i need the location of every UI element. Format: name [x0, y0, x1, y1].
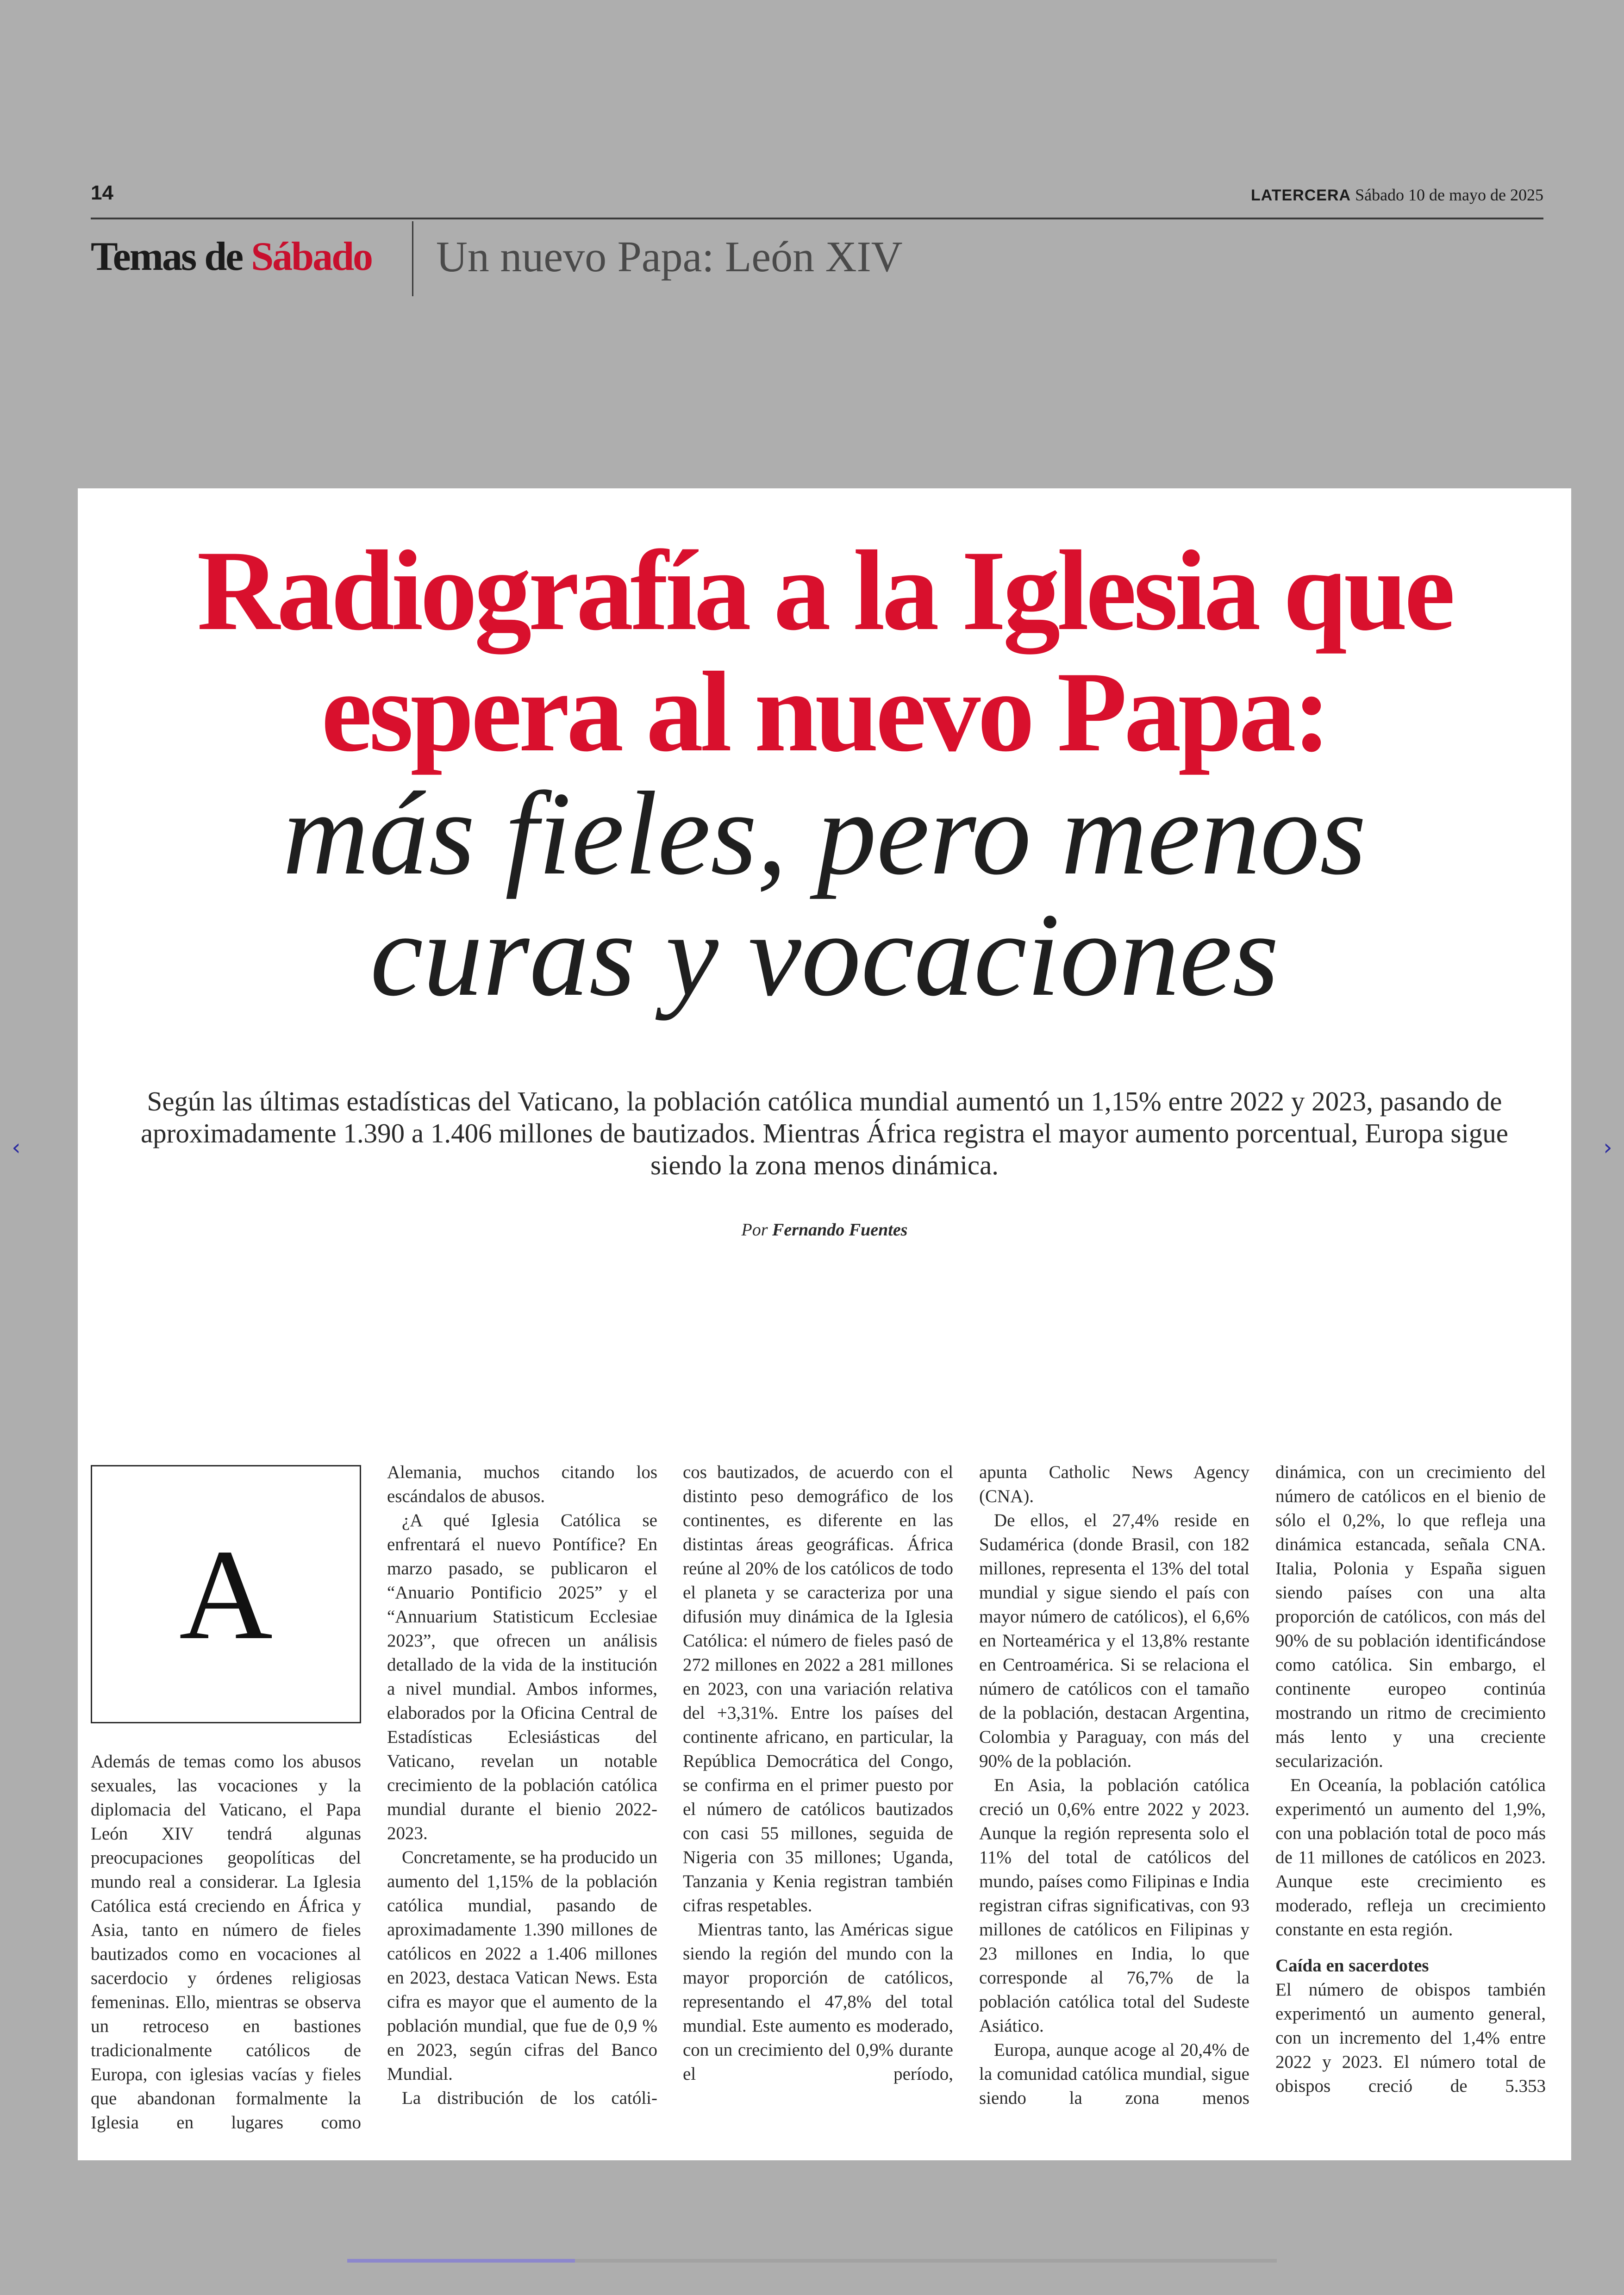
paragraph: Alemania, muchos citando los escándalos de abusos. — [387, 1462, 657, 1506]
paragraph: apunta Catholic News Agency (CNA). — [979, 1462, 1249, 1506]
paragraph: ¿A qué Iglesia Católica se enfrentará el nuevo Pontífice? En marzo pasado, se publicaron el “Anuario Pontificio 2025” y el “Annuarium Statisticum Ecclesiae 2023”, que ofrecen un análisis detallado de la vida de la institución a nivel mundial. Ambos informes, elaborados por la Oficina Central de Estadísticas Eclesiásticas del Vaticano, revelan un notable crecimiento de la población católica mundial durante el bienio 2022-2023. — [387, 1510, 657, 1843]
article-card — [78, 488, 1571, 2160]
section-prefix: Temas de — [91, 234, 243, 279]
drop-cap-letter: A — [179, 1522, 273, 1666]
headline-line-1: Radiografía a la Iglesia que — [197, 527, 1452, 654]
drop-cap-box — [91, 1465, 361, 1723]
paragraph: De ellos, el 27,4% reside en Sudamérica (donde Brasil, con 182 millones, representa el 13% del total mundial y sigue siendo el país con mayor número de católicos), el 6,6% en Norteamérica y el 13,8% restante en Centroamérica. Si se relaciona el número de católicos con el tamaño de la población, destacan Argentina, Colombia y Paraguay, con más del 90% de la población. — [979, 1510, 1249, 1771]
previous-page-icon[interactable]: ‹ — [12, 1135, 21, 1160]
paragraph: La distribución de los católi- — [402, 2088, 657, 2108]
body-column-2 — [387, 1460, 657, 2110]
byline-author: Fernando Fuentes — [772, 1220, 908, 1240]
body-column-5 — [1275, 1460, 1546, 2098]
section-title — [91, 234, 372, 280]
section-accent: Sábado — [251, 234, 372, 279]
headline-line-2: espera al nuevo Papa: — [321, 648, 1328, 775]
paragraph: Además de temas como los abusos sexuales, las vocaciones y la diplomacia del Vaticano, el Papa León XIV tendrá algunas preocupaciones geopolíticas del mundo real a considerar. La Iglesia Católica está creciendo en África y Asia, tanto en número de fieles bautizados como en vocaciones al sacerdocio y órdenes religiosas femeninas. Ello, mientras se observa un retroceso en bastiones tradicionalmente católicos de Europa, con iglesias vacías y fieles que abandonan formalmente la Iglesia en lugares como — [91, 1752, 361, 2133]
paragraph: cos bautizados, de acuerdo con el distinto peso demográfico de los continentes, es diferente en las distintas áreas geográficas. África reúne al 20% de los católicos de todo el planeta y se caracteriza por una difusión muy dinámica de la Iglesia Católica: el número de fieles pasó de 272 millones en 2022 a 281 millones en 2023, con una variación relativa del +3,31%. Entre los países del continente africano, en particular, la República Democrática del Congo, se confirma en el primer puesto por el número de católicos bautizados con casi 55 millones, seguida de Nigeria con 35 millones; Uganda, Tanzania y Kenia registran también cifras respetables. — [683, 1462, 953, 1915]
body-column-1 — [91, 1750, 361, 2135]
next-page-icon[interactable]: › — [1603, 1135, 1612, 1160]
paragraph: Concretamente, se ha producido un aumento del 1,15% de la población católica mundial, pasando de aproximadamente 1.390 millones de católicos en 2022 a 1.406 millones en 2023, destaca Vatican News. Esta cifra es mayor que el aumento de la población mundial, que fue de 0,9 % en 2023, según cifras del Banco Mundial. — [387, 1847, 657, 2084]
paragraph: Mientras tanto, las Américas sigue siendo la región del mundo con la mayor proporción de católicos, representando el 47,8% del total mundial. Este aumento es moderado, con un crecimiento del 0,9% durante el período, — [683, 1920, 953, 2084]
masthead — [1251, 185, 1543, 205]
page-number: 14 — [91, 181, 113, 204]
byline-prefix: Por — [741, 1220, 768, 1240]
paragraph: En Asia, la población católica creció un 0,6% entre 2022 y 2023. Aunque la región representa solo el 11% del total de católicos del mundo, países como Filipinas e India registran cifras significativas, con 93 millones de católicos en Filipinas y 23 millones en India, lo que corresponde al 76,7% de la población católica total del Sudeste Asiático. — [979, 1775, 1249, 2036]
header-rule — [91, 218, 1543, 219]
topic-title: Un nuevo Papa: León XIV — [436, 233, 903, 281]
brand-name: LATERCERA — [1250, 187, 1351, 204]
headline — [78, 527, 1571, 1021]
page-progress-track[interactable] — [347, 2259, 1277, 2263]
headline-line-4: curas y vocaciones — [370, 888, 1279, 1021]
subheading: Caída en sacerdotes — [1275, 1956, 1429, 1976]
issue-date: Sábado 10 de mayo de 2025 — [1355, 186, 1543, 204]
section-divider — [412, 221, 413, 296]
page-progress-fill — [347, 2259, 575, 2263]
byline — [78, 1220, 1571, 1240]
body-column-3 — [683, 1460, 953, 2086]
body-column-4 — [979, 1460, 1249, 2110]
paragraph: En Oceanía, la población católica experimentó un aumento del 1,9%, con una población total de poco más de 11 millones de católicos en 2023. Aunque este crecimiento es moderado, refleja un crecimiento constante en esta región. — [1275, 1775, 1546, 1940]
paragraph: Europa, aunque acoge al 20,4% de la comunidad católica mundial, sigue siendo la zona menos — [979, 2040, 1249, 2108]
paragraph: El número de obispos también experimentó un aumento general, con un incremento del 1,4% entre 2022 y 2023. El número total de obispos creció de 5.353 — [1275, 1980, 1546, 2096]
headline-line-3: más fieles, pero menos — [282, 767, 1367, 899]
paragraph: dinámica, con un crecimiento del número de católicos en el bienio de sólo el 0,2%, lo que refleja una dinámica estancada, señala CNA. Italia, Polonia y España siguen siendo países con una alta proporción de católicos, con más del 90% de su población identificándose como católica. Sin embargo, el continente europeo continúa mostrando un ritmo de crecimiento más lento y una creciente secularización. — [1275, 1462, 1546, 1771]
standfirst: Según las últimas estadísticas del Vaticano, la población católica mundial aumentó un 1,15% entre 2022 y 2023, pasando de aproximadamente 1.390 a 1.406 millones de bautizados. Mientras África registra el mayor aumento porcentual, Europa sigue siendo la zona menos dinámica. — [141, 1086, 1508, 1180]
